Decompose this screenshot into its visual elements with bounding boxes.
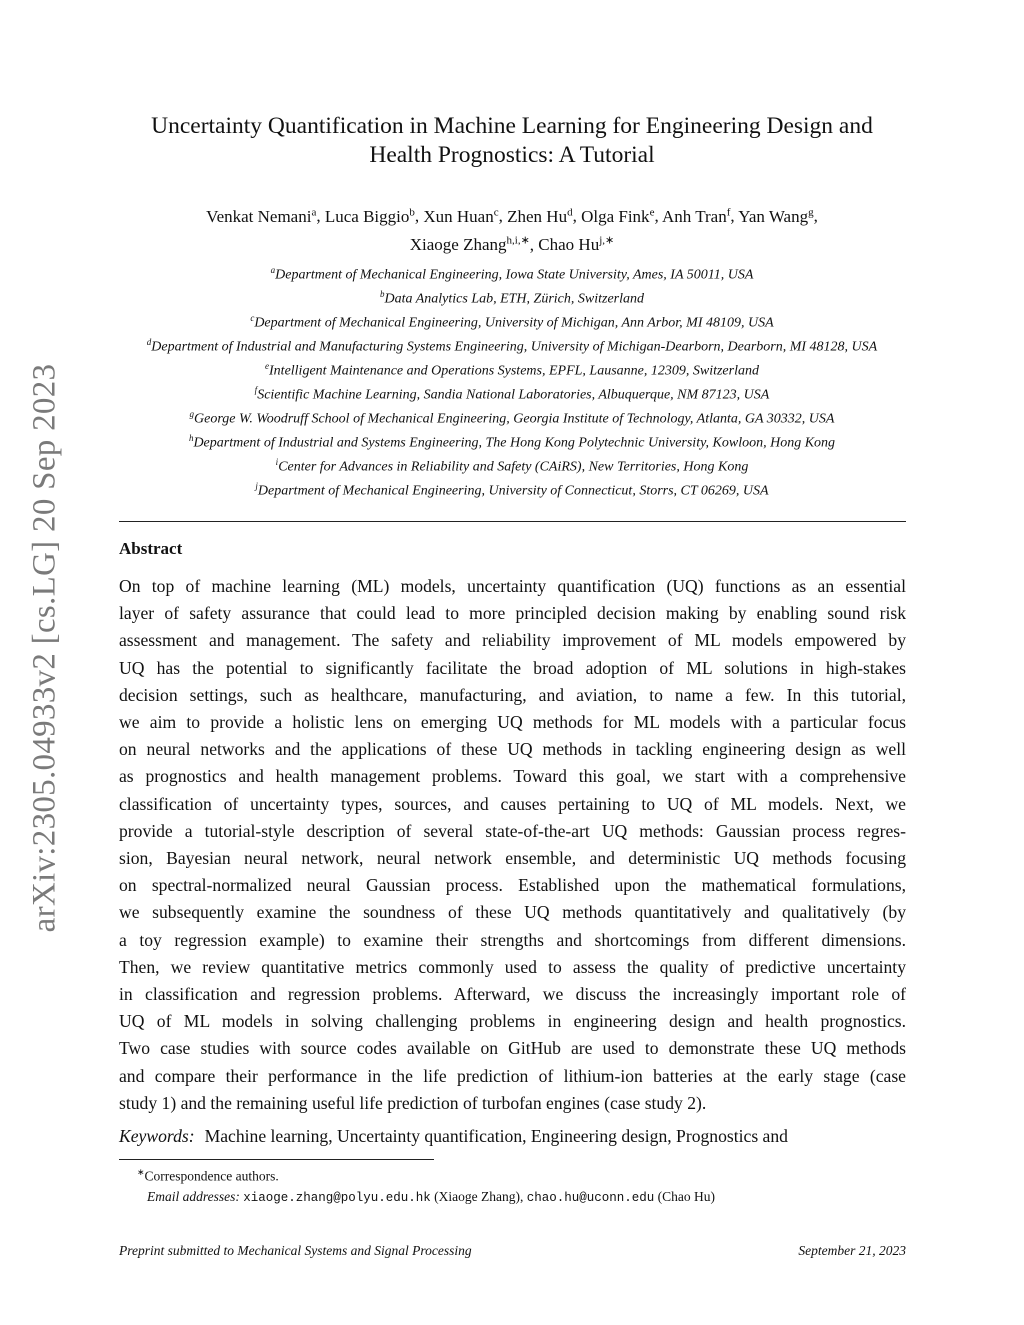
correspondence-text: Correspondence authors. (144, 1168, 279, 1184)
abstract-line: study 1) and the remaining useful life prediction of turbofan engines (case study 2). (119, 1092, 707, 1113)
footnotes (137, 1162, 715, 1208)
affiliation-text: Department of Industrial and Systems Engineering, The Hong Kong Polytechnic University, Kowloon, Hong Kong (193, 435, 836, 451)
author-name: Yan Wang (738, 206, 809, 226)
author-affiliation-mark: b (409, 206, 415, 218)
footer-journal: Preprint submitted to Mechanical Systems and Signal Processing (119, 1243, 472, 1258)
affiliation (110, 429, 914, 453)
affiliation (110, 309, 914, 333)
affiliation-mark: j (255, 480, 258, 491)
abstract-line: layer of safety assurance that could lead to more principled decision making by enabling sound risk (119, 603, 906, 624)
author-name: Zhen Hu (507, 206, 568, 226)
footnote-mark: ∗ (137, 1167, 145, 1177)
author-list: Venkat Nemani$^a$, Luca Biggio$^b$, Xun Huan$^c$, Zhen Hu$^d$, Olga Fink$^e$, Anh Tran$^f$, Yan Wang$^g$, Xiaoge Zhang$^{h,i,∗}$, Chao $Hu^{j,∗}$ (206, 206, 818, 255)
author-name: Olga Fink (581, 206, 650, 226)
author (662, 207, 730, 226)
abstract-body (119, 573, 906, 1117)
email-link[interactable]: chao.hu@uconn.edu (526, 1190, 655, 1205)
footer-date: September 21, 2023 (798, 1243, 906, 1258)
abstract-line: UQ of ML models in solving challenging problems in engineering design and health prognostics. (119, 1011, 906, 1032)
author-affiliation-mark: j,∗ (599, 234, 615, 247)
abstract-heading: Abstract (119, 539, 183, 558)
abstract-line: On top of machine learning (ML) models, uncertainty quantification (UQ) functions as an essential (119, 576, 906, 596)
arxiv-stamp: arXiv:2305.04933v2 [cs.LG] 20 Sep 2023 (26, 363, 63, 933)
affiliation (110, 285, 914, 309)
abstract-line: sion, Bayesian neural network, neural network ensemble, and deterministic UQ methods focusing (119, 848, 906, 869)
affiliation-text: Department of Mechanical Engineering, Iowa State University, Ames, IA 50011, USA (275, 267, 754, 283)
affiliation-text: Intelligent Maintenance and Operations Systems, EPFL, Lausanne, 12309, Switzerland (269, 363, 759, 379)
author-affiliation-mark: a (311, 206, 317, 218)
author-name: Xiaoge Zhang (409, 235, 507, 255)
affiliation-mark: i (275, 456, 279, 467)
author (325, 207, 415, 226)
keywords (119, 1126, 788, 1147)
affiliation-text: Department of Industrial and Manufacturing Systems Engineering, University of Michigan-Dearborn, Dearborn, MI 48128, USA (151, 339, 878, 355)
abstract-line: Then, we review quantitative metrics commonly used to assess the quality of predictive uncertainty (119, 956, 906, 977)
email-owner: (Chao Hu) (657, 1188, 716, 1204)
email-owner: (Xiaoge Zhang), (434, 1188, 524, 1204)
affiliation-text: George W. Woodruff School of Mechanical Engineering, Georgia Institute of Technology, Atlanta, GA 30332, USA (194, 411, 835, 427)
divider (119, 521, 906, 522)
affiliation-text: Department of Mechanical Engineering, University of Connecticut, Storrs, CT 06269, USA (257, 483, 769, 499)
abstract-line: we aim to provide a holistic lens on emerging UQ methods for ML models with a particular focus (119, 712, 906, 733)
affiliation-text: Department of Mechanical Engineering, University of Michigan, Ann Arbor, MI 48109, USA (254, 315, 774, 331)
affiliation (110, 261, 914, 285)
author-name: Venkat Nemani (206, 206, 312, 226)
author-affiliation-mark: g (808, 206, 814, 218)
abstract-line: UQ has the potential to significantly facilitate the broad adoption of ML solutions in high-stakes (119, 657, 906, 678)
affiliation-mark: c (250, 312, 255, 323)
author (507, 207, 572, 226)
email-label: Email addresses: (147, 1188, 240, 1204)
affiliation-mark: a (270, 265, 276, 275)
abstract-line: decision settings, such as healthcare, manufacturing, and aviation, to name a few. In this tutorial, (119, 684, 906, 705)
affiliation (110, 357, 914, 381)
author (738, 207, 813, 226)
affiliation-mark: d (146, 336, 152, 347)
affiliation-mark: f (254, 384, 258, 395)
author-name: Luca Biggio (324, 206, 410, 226)
abstract-line: on spectral-normalized neural Gaussian process. Established upon the mathematical formulations, (119, 875, 906, 896)
abstract-line: as prognostics and health management problems. Toward this goal, we start with a comprehensive (119, 766, 906, 787)
abstract-line: we subsequently examine the soundness of these UQ methods quantitatively and qualitatively (by (119, 902, 906, 923)
author-affiliation-mark: d (567, 206, 573, 218)
affiliation (110, 381, 914, 405)
author-name: Xun Huan (423, 206, 494, 226)
email-link[interactable]: xiaoge.zhang@polyu.edu.hk (243, 1190, 431, 1205)
author (206, 207, 316, 226)
author-name: Anh Tran (662, 206, 727, 226)
affiliation-mark: b (379, 288, 385, 299)
affiliation (110, 477, 914, 501)
abstract-line: assessment and management. The safety and reliability improvement of ML models empowered by (119, 630, 906, 651)
author (538, 235, 614, 254)
affiliation (100, 333, 924, 357)
affiliation (110, 405, 914, 429)
abstract-line: on neural networks and the applications of these UQ methods in tackling engineering design as well (119, 739, 906, 760)
abstract-line: Two case studies with source codes available on GitHub are used to demonstrate these UQ methods (119, 1038, 906, 1059)
title-line: Health Prognostics: A Tutorial (369, 142, 655, 168)
affiliation (110, 453, 914, 477)
email-note (137, 1187, 715, 1208)
abstract-line: provide a tutorial-style description of several state-of-the-art UQ methods: Gaussian process regres- (119, 820, 906, 841)
keywords-label: Keywords: (119, 1126, 195, 1146)
author-affiliation-mark: h,i,∗ (506, 234, 530, 247)
author-name: Chao Hu (538, 235, 600, 255)
affiliation-text: Data Analytics Lab, ETH, Zürich, Switzerland (384, 291, 645, 307)
keywords-text: Machine learning, Uncertainty quantification, Engineering design, Prognostics and (204, 1126, 788, 1146)
abstract-line: classification of uncertainty types, sources, and causes pertaining to UQ of ML models. Next, we (119, 793, 906, 814)
author (410, 235, 530, 254)
affiliation-mark: h (188, 432, 194, 443)
correspondence-note (137, 1162, 715, 1187)
author-affiliation-mark: f (726, 206, 731, 218)
abstract-line: in classification and regression problems. Afterward, we discuss the increasingly important role of (119, 984, 906, 1005)
footnote-divider (119, 1159, 434, 1160)
affiliation-mark: e (265, 360, 270, 371)
affiliation-text: Scientific Machine Learning, Sandia National Laboratories, Albuquerque, NM 87123, USA (257, 387, 770, 403)
affiliation-text: Center for Advances in Reliability and Safety (CAiRS), New Territories, Hong Kong (278, 459, 749, 475)
abstract-line: a toy regression example) to examine their strengths and shortcomings from different dimensions. (119, 929, 906, 950)
author (581, 207, 654, 226)
author-affiliation-mark: c (493, 206, 499, 218)
paper-title (100, 112, 924, 170)
title-line: Uncertainty Quantification in Machine Learning for Engineering Design and (151, 113, 873, 139)
author (423, 207, 498, 226)
abstract-line: and compare their performance in the life prediction of lithium-ion batteries at the early stage (case (119, 1065, 906, 1086)
affiliation-mark: g (189, 408, 195, 419)
author-affiliation-mark: e (649, 206, 655, 218)
affiliation-list (110, 261, 914, 501)
